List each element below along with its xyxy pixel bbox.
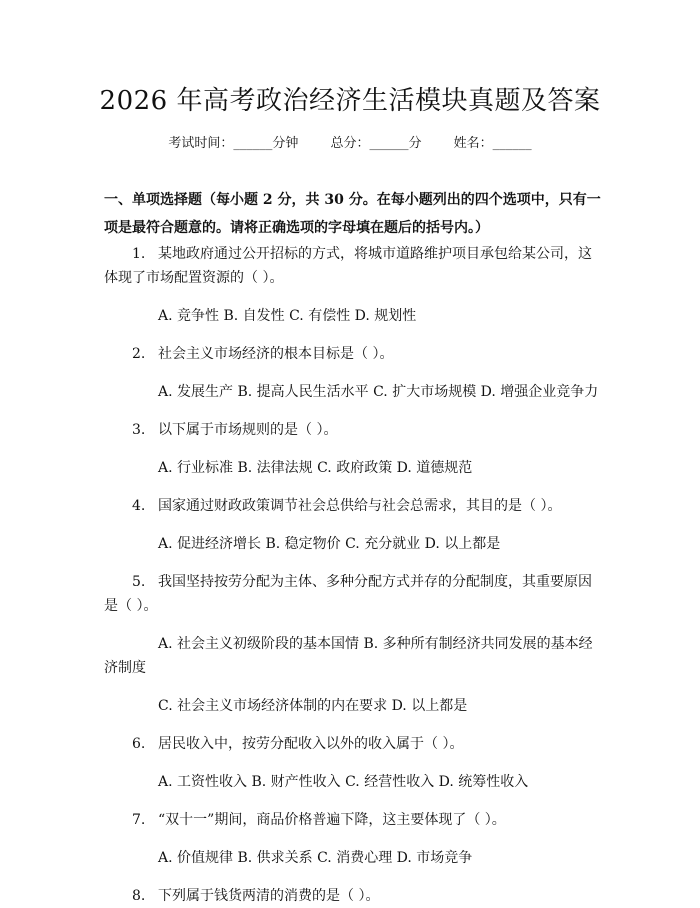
question-options: C. 社会主义市场经济体制的内在要求 D. 以上都是 [158,698,468,714]
question-options: A. 行业标准 B. 法律法规 C. 政府政策 D. 道德规范 [158,460,473,476]
question-text: 社会主义市场经济的根本目标是（ ）。 [158,346,394,362]
question-text: 下列属于钱货两清的消费的是（ ）。 [158,888,380,904]
question-number: 2. [132,346,146,362]
question-options: A. 价值规律 B. 供求关系 C. 消费心理 D. 市场竞争 [158,850,473,866]
question-number: 5. [132,574,146,590]
question-options: A. 社会主义初级阶段的基本国情 B. 多种所有制经济共同发展的基本经济制度 [104,636,593,676]
question-number: 7. [132,812,146,828]
question-stem [104,418,604,442]
question-options: A. 竞争性 B. 自发性 C. 有偿性 D. 规划性 [158,308,417,324]
question-item [104,242,604,328]
question-stem [104,884,604,908]
exam-meta [0,132,700,151]
question-list [104,238,604,908]
question-options: A. 工资性收入 B. 财产性收入 C. 经营性收入 D. 统筹性收入 [158,774,529,790]
question-options: A. 发展生产 B. 提高人民生活水平 C. 扩大市场规模 D. 增强企业竞争力 [158,384,599,400]
exam-time-field: 考试时间：______分钟 [168,136,299,151]
question-text: 某地政府通过公开招标的方式，将城市道路维护项目承包给某公司，这体现了市场配置资源的（ ）。 [104,246,592,286]
question-item [104,342,604,404]
student-name-field: 姓名：______ [453,136,532,151]
question-text: 居民收入中，按劳分配收入以外的收入属于（ ）。 [158,736,464,752]
question-text: 我国坚持按劳分配为主体、多种分配方式并存的分配制度，其重要原因是（ ）。 [104,574,592,614]
question-text: 国家通过财政政策调节社会总供给与社会总需求，其目的是（ ）。 [158,498,562,514]
section-heading: 一、单项选择题（每小题 2 分，共 30 分。在每小题列出的四个选项中，只有一项是最符合题意的。请将正确选项的字母填在题后的括号内。） [104,192,601,236]
question-item [104,570,604,718]
question-item [104,808,604,870]
page-title: 2026 年高考政治经济生活模块真题及答案 [99,86,601,116]
question-stem [104,494,604,518]
question-text: “双十一”期间，商品价格普遍下降，这主要体现了（ ）。 [158,812,506,828]
question-number: 4. [132,498,146,514]
question-item [104,732,604,794]
question-options: A. 促进经济增长 B. 稳定物价 C. 充分就业 D. 以上都是 [158,536,501,552]
total-score-field: 总分：______分 [330,136,422,151]
question-stem [104,570,604,618]
question-item [104,884,604,908]
question-stem [104,808,604,832]
question-stem [104,732,604,756]
question-text: 以下属于市场规则的是（ ）。 [158,422,338,438]
question-stem [104,342,604,366]
question-number: 3. [132,422,146,438]
question-number: 6. [132,736,146,752]
question-number: 8. [132,888,146,904]
question-item [104,494,604,556]
question-number: 1. [132,246,146,262]
question-item [104,418,604,480]
question-stem [104,242,604,290]
